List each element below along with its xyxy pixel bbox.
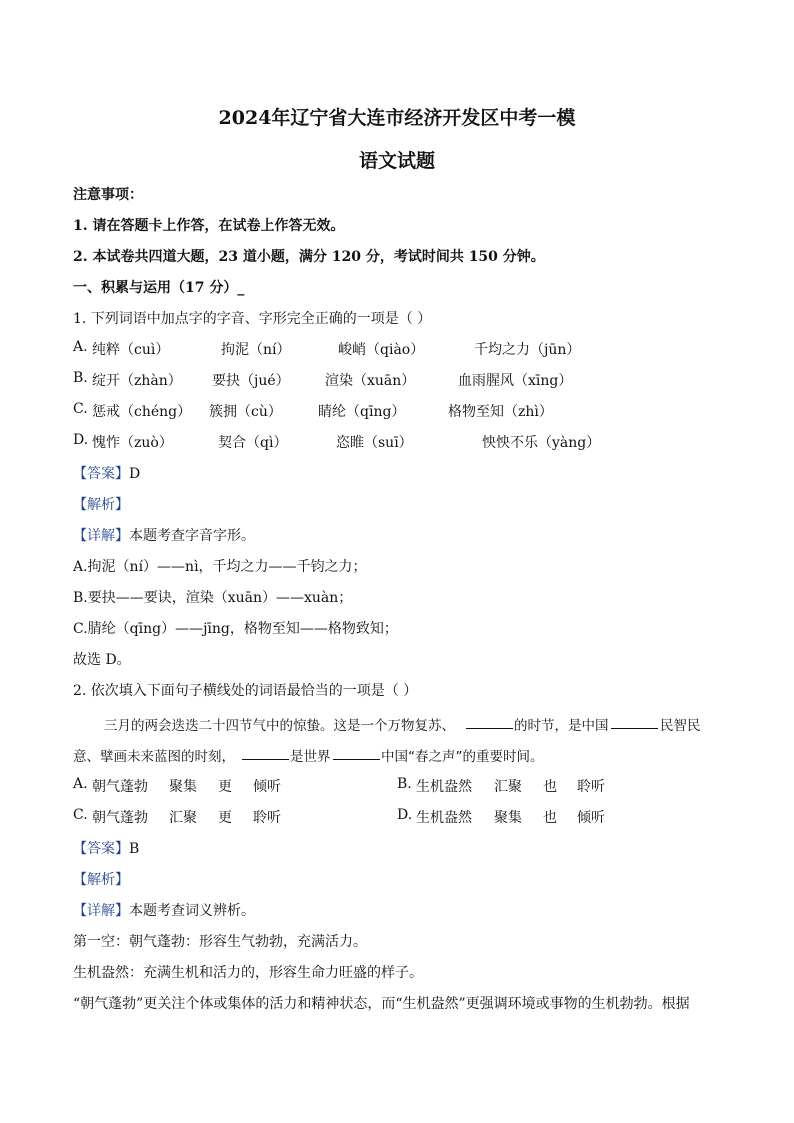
option-word: 血雨腥风（xīng）: [458, 373, 573, 389]
option-word: 倾听: [253, 779, 281, 795]
option-word: 朝气蓬勃: [92, 810, 148, 826]
option-word: 睛纶（qīng）: [318, 404, 406, 420]
option-letter: A.: [73, 339, 88, 355]
option-word: 聆听: [577, 779, 605, 795]
q1-stem: 1. 下列词语中加点字的字音、字形完全正确的一项是（ ）: [73, 311, 432, 327]
option-letter: B.: [73, 370, 88, 386]
option-word: 聚集: [169, 779, 197, 795]
option-word: 簇拥（cù）: [209, 404, 282, 420]
passage-text: 的时节，是中国: [514, 718, 609, 734]
passage-text: 民智民: [660, 718, 701, 734]
q1-explain-line: A.拘泥（ní）——nì，千均之力——千钧之力；: [73, 559, 367, 575]
q1-detail-line: [73, 525, 255, 545]
exam-subtitle: 语文试题: [358, 150, 435, 172]
q2-answer-line: [73, 838, 139, 858]
option-word: 也: [543, 810, 557, 826]
q1-answer-line: [73, 463, 140, 483]
q1-conclusion: 故选 D。: [73, 652, 131, 668]
option-word: 也: [543, 779, 557, 795]
detail-text: 本题考查字音字形。: [129, 528, 255, 544]
option-letter: D.: [397, 807, 413, 823]
detail-tag: 【详解】: [73, 903, 129, 919]
passage-text: 三月的两会迭迭二十四节气中的惊蛰。这是一个万物复苏、: [104, 718, 455, 734]
q2-explain-line: 第一空：朝气蓬勃：形容生气勃勃，充满活力。: [73, 934, 367, 950]
answer-value: B: [129, 841, 140, 857]
option-word: 聆听: [253, 810, 281, 826]
passage-blank-1: [466, 714, 513, 733]
option-word: 愧怍（zuò）: [92, 435, 173, 451]
option-word: 聚集: [494, 810, 522, 826]
option-word: 惩戒（chéng）: [92, 404, 192, 420]
option-word: 更: [218, 810, 232, 826]
option-letter: D.: [73, 432, 89, 448]
option-letter: B.: [397, 776, 412, 792]
q1-analysis-tag: 【解析】: [73, 497, 129, 513]
option-word: 汇聚: [494, 779, 522, 795]
detail-text: 本题考查词义辨析。: [129, 903, 255, 919]
option-word: 渲染（xuān）: [325, 373, 416, 389]
notice-heading: 注意事项：: [73, 187, 143, 203]
option-word: 更: [218, 779, 232, 795]
q2-detail-line: [73, 900, 255, 920]
option-word: 朝气蓬勃: [92, 779, 148, 795]
option-letter: C.: [73, 401, 88, 417]
q2-explain-line: “朝气蓬勃”更关注个体或集体的活力和精神状态，而“生机盎然”更强调环境或事物的生机勃勃。根据: [73, 996, 690, 1012]
option-word: 汇聚: [169, 810, 197, 826]
passage-blank-2: [611, 714, 658, 733]
option-word: 恣睢（suī）: [336, 435, 413, 451]
option-word: 生机盎然: [416, 810, 472, 826]
option-word: 格物至知（zhì）: [448, 404, 553, 420]
q2-stem: 2. 依次填入下面句子横线处的词语最恰当的一项是（ ）: [73, 683, 418, 699]
option-word: 要抉（jué）: [212, 373, 290, 389]
detail-tag: 【详解】: [73, 528, 129, 544]
notice-item-1: 1. 请在答题卡上作答，在试卷上作答无效。: [73, 218, 345, 234]
option-word: 峻峭（qiào）: [338, 342, 425, 358]
option-word: 千均之力（jūn）: [474, 342, 581, 358]
answer-value: D: [129, 466, 141, 482]
section-heading: 一、积累与运用（17 分）_: [73, 280, 245, 296]
option-word: 怏怏不乐（yàng）: [482, 435, 601, 451]
q1-explain-line: B.要抉——要诀，渲染（xuān）——xuàn；: [73, 590, 353, 606]
passage-text: 是世界: [290, 749, 331, 765]
option-letter: C.: [73, 807, 88, 823]
option-letter: A.: [73, 776, 88, 792]
passage-text: 意、擘画未来蓝图的时刻，: [73, 749, 235, 765]
passage-blank-3: [242, 745, 289, 764]
option-word: 绽开（zhàn）: [92, 373, 182, 389]
passage-text: 中国“春之声”的重要时间。: [381, 749, 544, 765]
q1-explain-line: C.腈纶（qīng）——jīng，格物至知——格物致知；: [73, 621, 398, 637]
answer-tag: 【答案】: [73, 841, 129, 857]
option-word: 契合（qì）: [218, 435, 288, 451]
q2-analysis-tag: 【解析】: [73, 872, 129, 888]
option-word: 拘泥（ní）: [221, 342, 291, 358]
notice-item-2: 2. 本试卷共四道大题，23 道小题，满分 120 分，考试时间共 150 分钟。: [73, 249, 545, 265]
option-word: 纯粹（cuì）: [92, 342, 170, 358]
passage-blank-4: [333, 745, 380, 764]
option-word: 生机盎然: [416, 779, 472, 795]
answer-tag: 【答案】: [73, 466, 129, 482]
exam-title: 2024年辽宁省大连市经济开发区中考一模: [218, 107, 576, 129]
option-word: 倾听: [577, 810, 605, 826]
q2-explain-line: 生机盎然：充满生机和活力的，形容生命力旺盛的样子。: [73, 965, 423, 981]
